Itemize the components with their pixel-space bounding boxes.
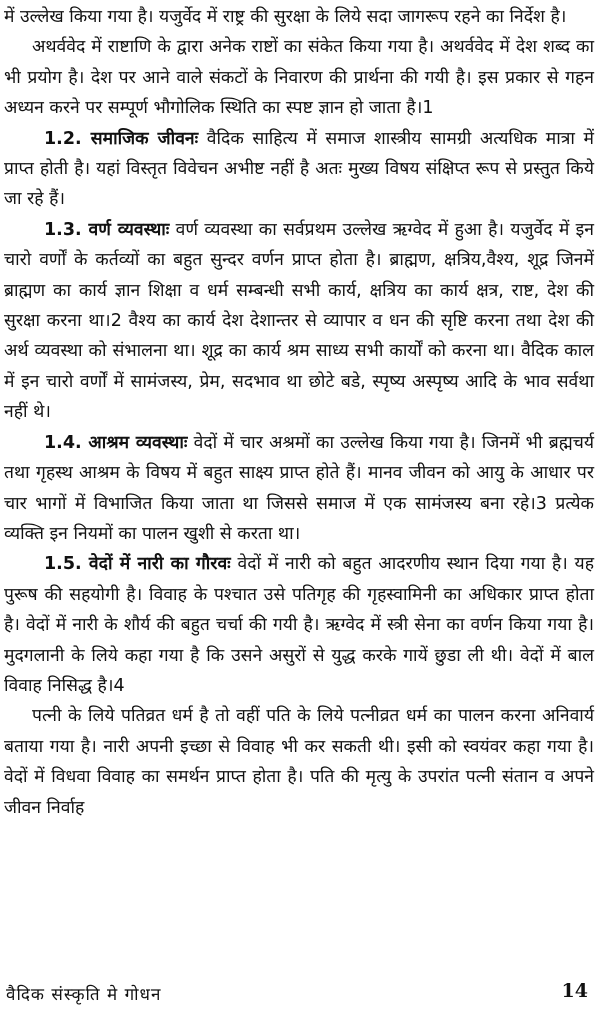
- page-footer: [4, 982, 594, 1012]
- section-heading: 1.2. समाजिक जीवनः: [44, 128, 199, 149]
- section-varna-system: [4, 215, 594, 428]
- section-ashram-system: [4, 428, 594, 550]
- page-number: 14: [561, 980, 588, 1002]
- book-page: [4, 0, 594, 1018]
- section-heading: 1.5. वेदों में नारी का गौरवः: [44, 554, 231, 575]
- paragraph-text: वर्ण व्यवस्था का सर्वप्रथम उल्लेख ऋग्वेद में हुआ है। यजुर्वेद में इन चारो वर्णों के कर्तव्यों का बहुत सुन्दर वर्णन प्राप्त होता है। ब्राह्मण, क्षत्रिय,वैश्य, शूद्र जिनमें ब्राह्मण का कार्य ज्ञान शिक्षा व धर्म सम्बन्धी सभी कार्य, क्षत्रिय का कार्य क्षत्र, राष्ट, देश की सुरक्षा करना था।2 वैश्य का कार्य देश देशान्तर से व्यापार व धन की सृष्टि करना तथा देश की अर्थ व्यवस्था को संभालना था। शूद्र का कार्य श्रम साध्य सभी कार्यों को करना था। वैदिक काल में इन चारो वर्णों में सामंजस्य, प्रेम, सदभाव था छोटे बडे, स्पृष्य अस्पृष्य आदि के भाव सर्वथा नहीं थे।: [4, 219, 594, 423]
- section-heading: 1.3. वर्ण व्यवस्थाः: [44, 219, 170, 240]
- book-title: वैदिक संस्कृति मे गोधन: [6, 985, 162, 1005]
- paragraph-text: वेदों में नारी को बहुत आदरणीय स्थान दिया गया है। यह पुरूष की सहयोगी है। विवाह के पश्चात उसे पतिगृह की गृहस्वामिनी का अधिकार प्राप्त होता है। वेदों में नारी के शौर्य की बहुत चर्चा की गयी है। ऋग्वेद में स्त्री सेना का वर्णन किया गया है। मुदगलानी के लिये कहा गया है कि उसने असुरों से युद्ध करके गायें छुडा ली थी। वेदों में बाल विवाह निसिद्ध है।4: [4, 554, 594, 696]
- paragraph-text: में उल्लेख किया गया है। यजुर्वेद में राष्ट्र की सुरक्षा के लिये सदा जागरूप रहने का निर्देश है।: [4, 7, 567, 27]
- paragraph-intro-continuation: [4, 2, 594, 32]
- paragraph-atharvaveda: [4, 32, 594, 123]
- section-women-in-vedas: [4, 549, 594, 701]
- section-social-life: [4, 124, 594, 215]
- paragraph-text: वैदिक साहित्य में समाज शास्त्रीय सामग्री अत्यधिक मात्रा में प्राप्त होती है। यहां विस्तृत विवेचन अभीष्ट नहीं है अतः मुख्य विषय संक्षिप्त रूप से प्रस्तुत किये जा रहे हैं।: [4, 128, 595, 210]
- paragraph-marriage-duties: [4, 701, 594, 823]
- paragraph-text: अथर्ववेद में राष्टाणि के द्वारा अनेक राष्टों का संकेत किया गया है। अथर्ववेद में देश शब्द का भी प्रयोग है। देश पर आने वाले संकटों के निवारण की प्रार्थना की गयी है। इस प्रकार से गहन अध्यन करने पर सम्पूर्ण भौगोलिक स्थिति का स्पष्ट ज्ञान हो जाता है।1: [4, 37, 594, 119]
- body-text: [4, 2, 594, 823]
- section-heading: 1.4. आश्रम व्यवस्थाः: [44, 432, 188, 453]
- paragraph-text: वेदों में चार अश्रमों का उल्लेख किया गया है। जिनमें भी ब्रह्मचर्य तथा गृहस्थ आश्रम के विषय में बहुत साक्ष्य प्राप्त होते हैं। मानव जीवन को आयु के आधार पर चार भागों में विभाजित किया जाता था जिससे समाज में एक सामंजस्य बना रहे।3 प्रत्येक व्यक्ति इन नियमों का पालन खुशी से करता था।: [4, 432, 594, 544]
- paragraph-text: पत्नी के लिये पतिव्रत धर्म है तो वहीं पति के लिये पत्नीव्रत धर्म का पालन करना अनिवार्य बताया गया है। नारी अपनी इच्छा से विवाह भी कर सकती थी। इसी को स्वयंवर कहा गया है। वेदों में विधवा विवाह का समर्थन प्राप्त होता है। पति की मृत्यु के उपरांत पत्नी संतान व अपने जीवन निर्वाह: [4, 706, 594, 818]
